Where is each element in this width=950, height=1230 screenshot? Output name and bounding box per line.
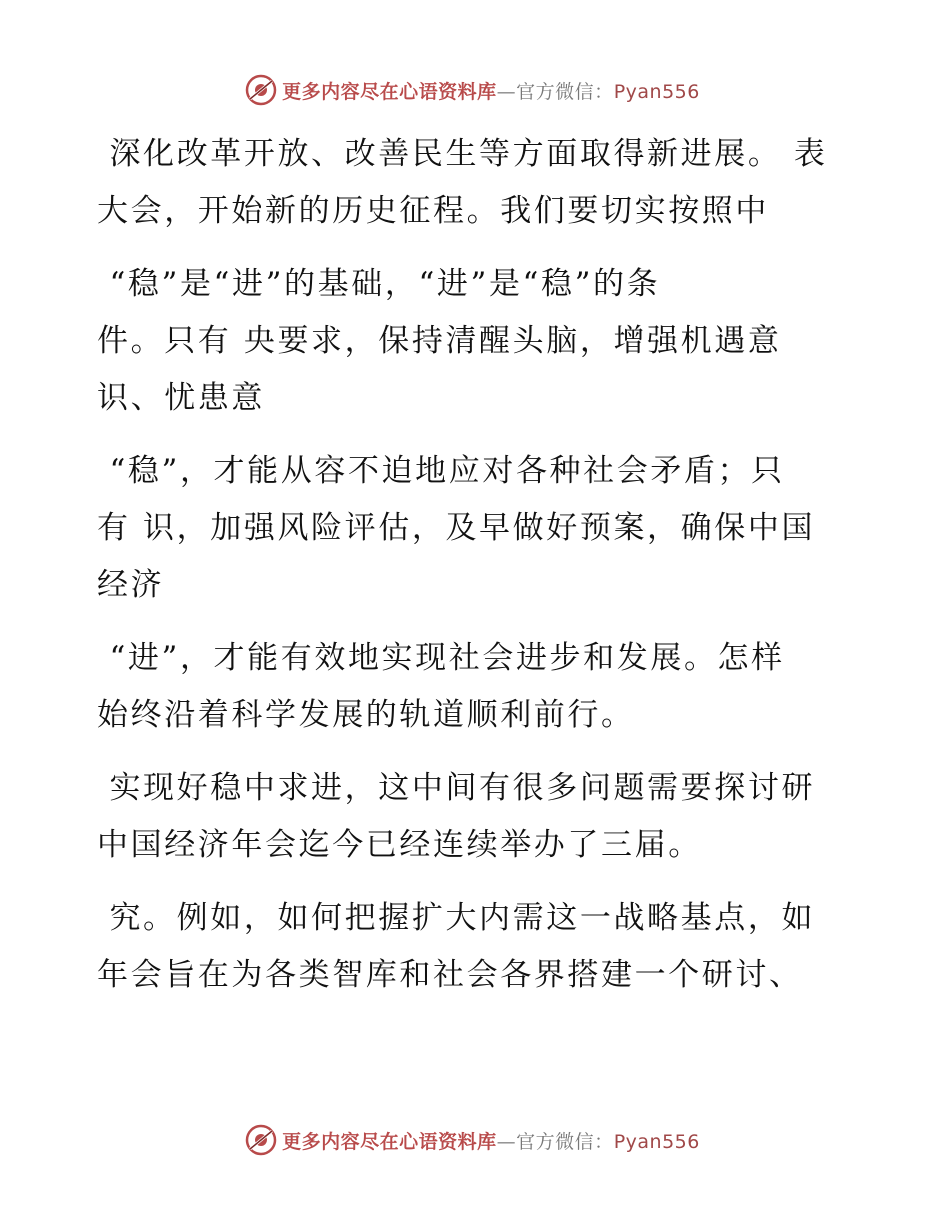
text-line: 究。例如，如何把握扩大内需这一战略基点，如 (97, 900, 816, 936)
paragraph-4 (97, 630, 857, 744)
paragraph-3 (97, 443, 857, 614)
banner-wechat-label: 官方微信： (516, 1130, 614, 1153)
text-line: 有 识，加强风险评估，及早做好预案，确保中国 (97, 510, 816, 546)
document-body (97, 126, 857, 1020)
paragraph-1 (97, 126, 857, 240)
text-line: “稳”，才能从容不迫地应对各种社会矛盾；只 (97, 453, 785, 489)
paragraph-2 (97, 256, 857, 427)
text-line: 年会旨在为各类智库和社会各界搭建一个研讨、 (97, 957, 803, 993)
text-line: 实现好稳中求进，这中间有很多问题需要探讨研 (97, 770, 816, 806)
header-banner-text (282, 77, 700, 104)
footer-banner-text (282, 1127, 700, 1154)
banner-wechat-id: Pyan556 (613, 80, 700, 103)
paragraph-5 (97, 760, 857, 874)
banner-wechat-id: Pyan556 (613, 1130, 700, 1153)
text-line: 大会，开始新的历史征程。我们要切实按照中 (97, 193, 769, 229)
header-banner (0, 70, 950, 110)
brand-logo-icon (244, 1123, 278, 1157)
text-line: “进”，才能有效地实现社会进步和发展。怎样 (97, 640, 785, 676)
text-line: “稳”是“进”的基础，“进”是“稳”的条 (97, 266, 661, 302)
banner-dash: — (496, 80, 517, 103)
banner-wechat-label: 官方微信： (516, 80, 614, 103)
paragraph-6 (97, 890, 857, 1004)
footer-banner (0, 1120, 950, 1160)
text-line: 深化改革开放、改善民生等方面取得新进展。 表 (97, 136, 828, 172)
text-line: 始终沿着科学发展的轨道顺利前行。 (97, 697, 635, 733)
text-line: 经济 (97, 567, 165, 603)
text-line: 中国经济年会迄今已经连续举办了三届。 (97, 827, 702, 863)
banner-lead: 更多内容尽在心语资料库 (282, 80, 497, 103)
brand-logo-icon (244, 73, 278, 107)
banner-lead: 更多内容尽在心语资料库 (282, 1130, 497, 1153)
banner-dash: — (496, 1130, 517, 1153)
text-line: 识、忧患意 (97, 380, 265, 416)
text-line: 件。只有 央要求，保持清醒头脑，增强机遇意 (97, 323, 782, 359)
